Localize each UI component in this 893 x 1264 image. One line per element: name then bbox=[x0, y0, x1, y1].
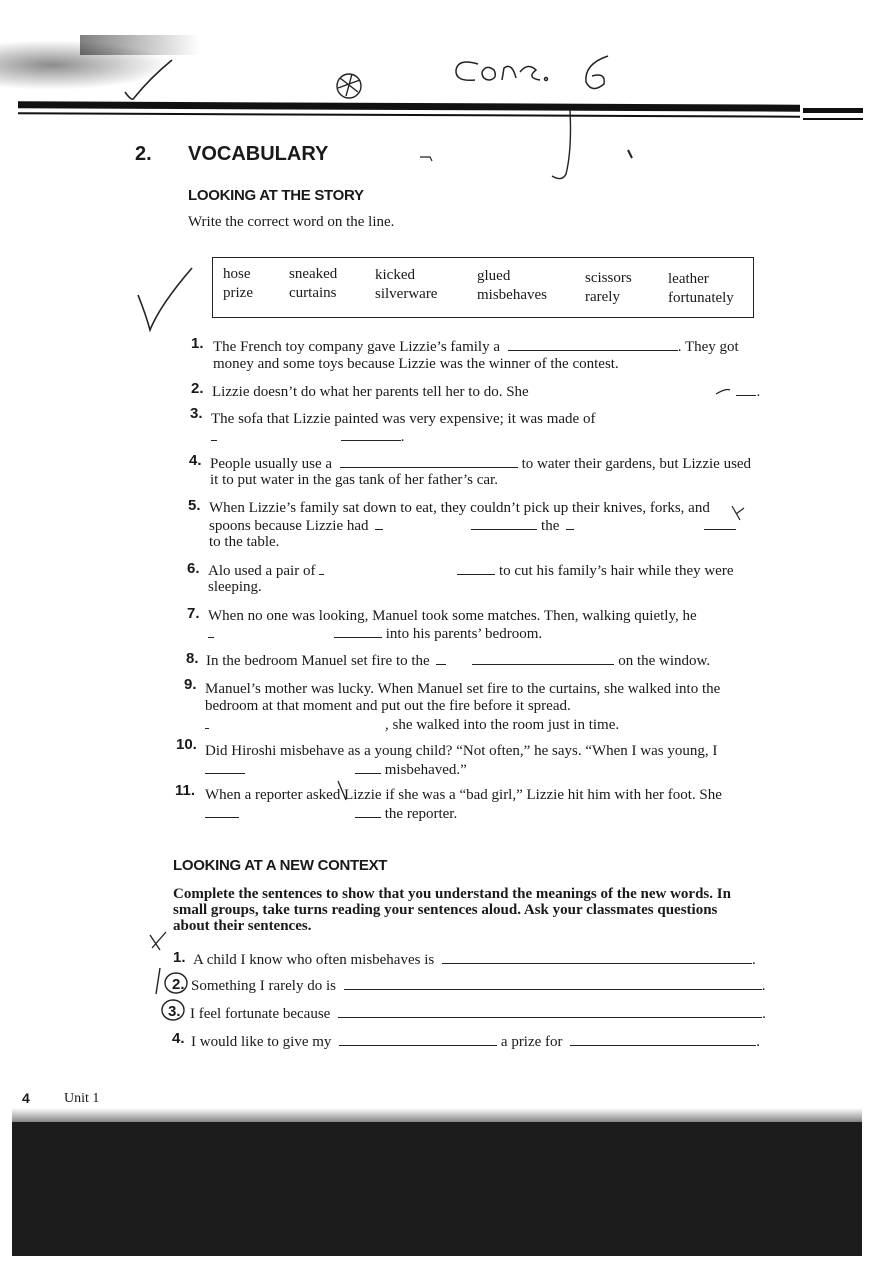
item-number: 1. bbox=[173, 949, 186, 966]
item-text: . They got bbox=[677, 339, 739, 355]
answer-blank-gap bbox=[446, 651, 472, 665]
answer-blank[interactable] bbox=[341, 427, 401, 441]
period: . bbox=[756, 1034, 761, 1050]
item-number: 9. bbox=[184, 676, 197, 693]
part1-heading: LOOKING AT THE STORY bbox=[188, 187, 364, 204]
pen-stroke bbox=[156, 968, 160, 994]
item-text: I would like to give my bbox=[191, 1034, 332, 1050]
header-rule-thin bbox=[18, 112, 800, 117]
item-text: , she walked into the room just in time. bbox=[385, 717, 620, 733]
item-text: to water their gardens, but Lizzie used bbox=[521, 456, 752, 472]
answer-blank[interactable] bbox=[566, 516, 574, 530]
pen-stroke bbox=[420, 157, 432, 161]
exercise-item bbox=[191, 1032, 760, 1051]
item-text: to cut his family’s hair while they were bbox=[498, 563, 734, 579]
part2-instruction bbox=[173, 886, 731, 934]
answer-blank-gap bbox=[324, 561, 457, 575]
scan-black-area bbox=[12, 1122, 862, 1256]
exercise-item bbox=[205, 804, 457, 823]
exercise-item bbox=[209, 516, 736, 535]
answer-blank-gap bbox=[209, 715, 385, 729]
answer-blank[interactable] bbox=[205, 760, 245, 774]
item-text: the bbox=[541, 518, 560, 534]
answer-blank[interactable] bbox=[340, 454, 518, 468]
header-rule-thick bbox=[18, 101, 800, 111]
period: . bbox=[761, 978, 766, 994]
item-text: . bbox=[400, 429, 405, 445]
word-box-item: leather bbox=[668, 271, 709, 287]
word-box-item: glued bbox=[477, 268, 511, 284]
item-text-line: When Lizzie’s family sat down to eat, they couldn’t pick up their knives, forks, and bbox=[209, 500, 710, 516]
answer-blank[interactable] bbox=[339, 1032, 497, 1046]
item-text: Lizzie doesn’t do what her parents tell her to do. She bbox=[212, 384, 529, 400]
word-box-item: scissors bbox=[585, 270, 632, 286]
item-number: 11. bbox=[175, 782, 196, 799]
item-text-line: bedroom at that moment and put out the fire before it spread. bbox=[205, 698, 571, 714]
exercise-item bbox=[213, 337, 739, 356]
item-text: a prize for bbox=[500, 1034, 563, 1050]
item-number: 2. bbox=[172, 976, 185, 993]
item-number: 1. bbox=[191, 335, 204, 352]
answer-blank[interactable] bbox=[704, 516, 736, 530]
word-box-item: rarely bbox=[585, 289, 620, 305]
item-number: 4. bbox=[172, 1030, 185, 1047]
item-text: A child I know who often misbehaves is bbox=[193, 952, 435, 968]
period: . bbox=[762, 1006, 766, 1022]
answer-blank[interactable] bbox=[355, 760, 381, 774]
period: . bbox=[751, 952, 756, 968]
instruction-line: about their sentences. bbox=[173, 918, 312, 934]
item-text-line: The sofa that Lizzie painted was very expensive; it was made of bbox=[211, 411, 596, 427]
item-text: People usually use a bbox=[210, 456, 333, 472]
answer-blank[interactable] bbox=[211, 427, 217, 441]
exercise-item bbox=[208, 561, 734, 580]
checkmark-icon bbox=[150, 932, 166, 950]
item-number: 3. bbox=[168, 1003, 181, 1020]
word-box-item: sneaked bbox=[289, 266, 338, 282]
item-text-line: to the table. bbox=[209, 534, 280, 550]
answer-blank-gap bbox=[239, 804, 355, 818]
item-number: 10. bbox=[176, 736, 197, 753]
unit-label: Unit 1 bbox=[64, 1091, 100, 1106]
word-box-item: curtains bbox=[289, 285, 337, 301]
exercise-item bbox=[190, 1004, 766, 1023]
answer-blank[interactable] bbox=[508, 337, 678, 351]
header-rule-thin bbox=[803, 118, 863, 120]
answer-blank[interactable] bbox=[471, 516, 537, 530]
answer-blank[interactable] bbox=[457, 561, 495, 575]
item-number: 3. bbox=[190, 405, 203, 422]
item-number: 7. bbox=[187, 605, 200, 622]
item-text: . bbox=[756, 384, 761, 400]
answer-blank[interactable] bbox=[355, 804, 381, 818]
handwritten-note-glyphs bbox=[456, 56, 608, 89]
exercise-item bbox=[208, 624, 542, 643]
item-number: 4. bbox=[189, 452, 202, 469]
page-number: 4 bbox=[22, 1090, 30, 1106]
word-box-item: kicked bbox=[375, 267, 415, 283]
answer-blank-gap bbox=[214, 624, 334, 638]
answer-blank[interactable] bbox=[338, 1004, 762, 1018]
word-box-item: prize bbox=[223, 285, 253, 301]
instruction-line: small groups, take turns reading your sentences aloud. Ask your classmates questions bbox=[173, 902, 718, 918]
item-number: 8. bbox=[186, 650, 199, 667]
item-text: I feel fortunate because bbox=[190, 1006, 331, 1022]
item-text: misbehaved.” bbox=[384, 762, 467, 778]
part1-instruction: Write the correct word on the line. bbox=[188, 214, 395, 230]
answer-blank[interactable] bbox=[344, 976, 762, 990]
answer-blank[interactable] bbox=[536, 382, 736, 396]
word-box-item: hose bbox=[223, 266, 251, 282]
pen-stroke bbox=[628, 150, 632, 158]
part2-heading: LOOKING AT A NEW CONTEXT bbox=[173, 857, 388, 874]
item-text-line: sleeping. bbox=[208, 579, 262, 595]
header-rule-thick bbox=[803, 108, 863, 113]
section-title: VOCABULARY bbox=[188, 143, 329, 165]
item-number: 2. bbox=[191, 380, 204, 397]
item-text-line: Did Hiroshi misbehave as a young child? “Not often,” he says. “When I was young, I bbox=[205, 743, 718, 759]
answer-blank[interactable] bbox=[736, 382, 756, 396]
exercise-item bbox=[205, 715, 619, 734]
item-text: Something I rarely do is bbox=[191, 978, 336, 994]
answer-blank[interactable] bbox=[442, 950, 752, 964]
item-text: Alo used a pair of bbox=[208, 563, 316, 579]
exercise-item bbox=[212, 382, 760, 401]
item-text-line: When no one was looking, Manuel took some matches. Then, walking quietly, he bbox=[208, 608, 697, 624]
checkmark-icon bbox=[138, 268, 192, 330]
exercise-item bbox=[205, 760, 467, 779]
answer-blank-gap bbox=[387, 516, 471, 530]
exercise-item bbox=[206, 651, 710, 670]
answer-blank-gap bbox=[231, 427, 341, 441]
answer-blank[interactable] bbox=[472, 651, 614, 665]
exercise-item bbox=[193, 950, 756, 969]
item-number: 6. bbox=[187, 560, 200, 577]
word-box-item: silverware bbox=[375, 286, 438, 302]
pen-stroke bbox=[552, 110, 571, 179]
item-text: In the bedroom Manuel set fire to the bbox=[206, 653, 430, 669]
item-number: 5. bbox=[188, 497, 201, 514]
answer-blank[interactable] bbox=[375, 516, 383, 530]
exercise-item bbox=[191, 976, 765, 995]
scan-smudge bbox=[80, 35, 200, 55]
item-text-line: Manuel’s mother was lucky. When Manuel set fire to the curtains, she walked into the bbox=[205, 681, 721, 697]
answer-blank[interactable] bbox=[570, 1032, 756, 1046]
item-text: The French toy company gave Lizzie’s family a bbox=[213, 339, 500, 355]
answer-blank-gap bbox=[578, 516, 704, 530]
word-box bbox=[212, 257, 754, 318]
item-text: the reporter. bbox=[384, 806, 458, 822]
answer-blank-gap bbox=[245, 760, 355, 774]
item-text-line: it to put water in the gas tank of her father’s car. bbox=[210, 472, 498, 488]
section-number: 2. bbox=[135, 143, 152, 165]
item-text: on the window. bbox=[618, 653, 711, 669]
item-text: spoons because Lizzie had bbox=[209, 518, 369, 534]
instruction-line: Complete the sentences to show that you understand the meanings of the new words. In bbox=[173, 886, 731, 902]
item-text-line: When a reporter asked Lizzie if she was a “bad girl,” Lizzie hit him with her foot. She bbox=[205, 787, 722, 803]
item-text: into his parents’ bedroom. bbox=[385, 626, 543, 642]
doodle-icon bbox=[337, 74, 361, 98]
word-box-item: fortunately bbox=[668, 290, 734, 306]
answer-blank[interactable] bbox=[334, 624, 382, 638]
item-text-line: money and some toys because Lizzie was the winner of the contest. bbox=[213, 356, 619, 372]
exercise-item bbox=[211, 427, 405, 446]
answer-blank[interactable] bbox=[205, 804, 239, 818]
answer-blank[interactable] bbox=[436, 651, 446, 665]
word-box-item: misbehaves bbox=[477, 287, 547, 303]
